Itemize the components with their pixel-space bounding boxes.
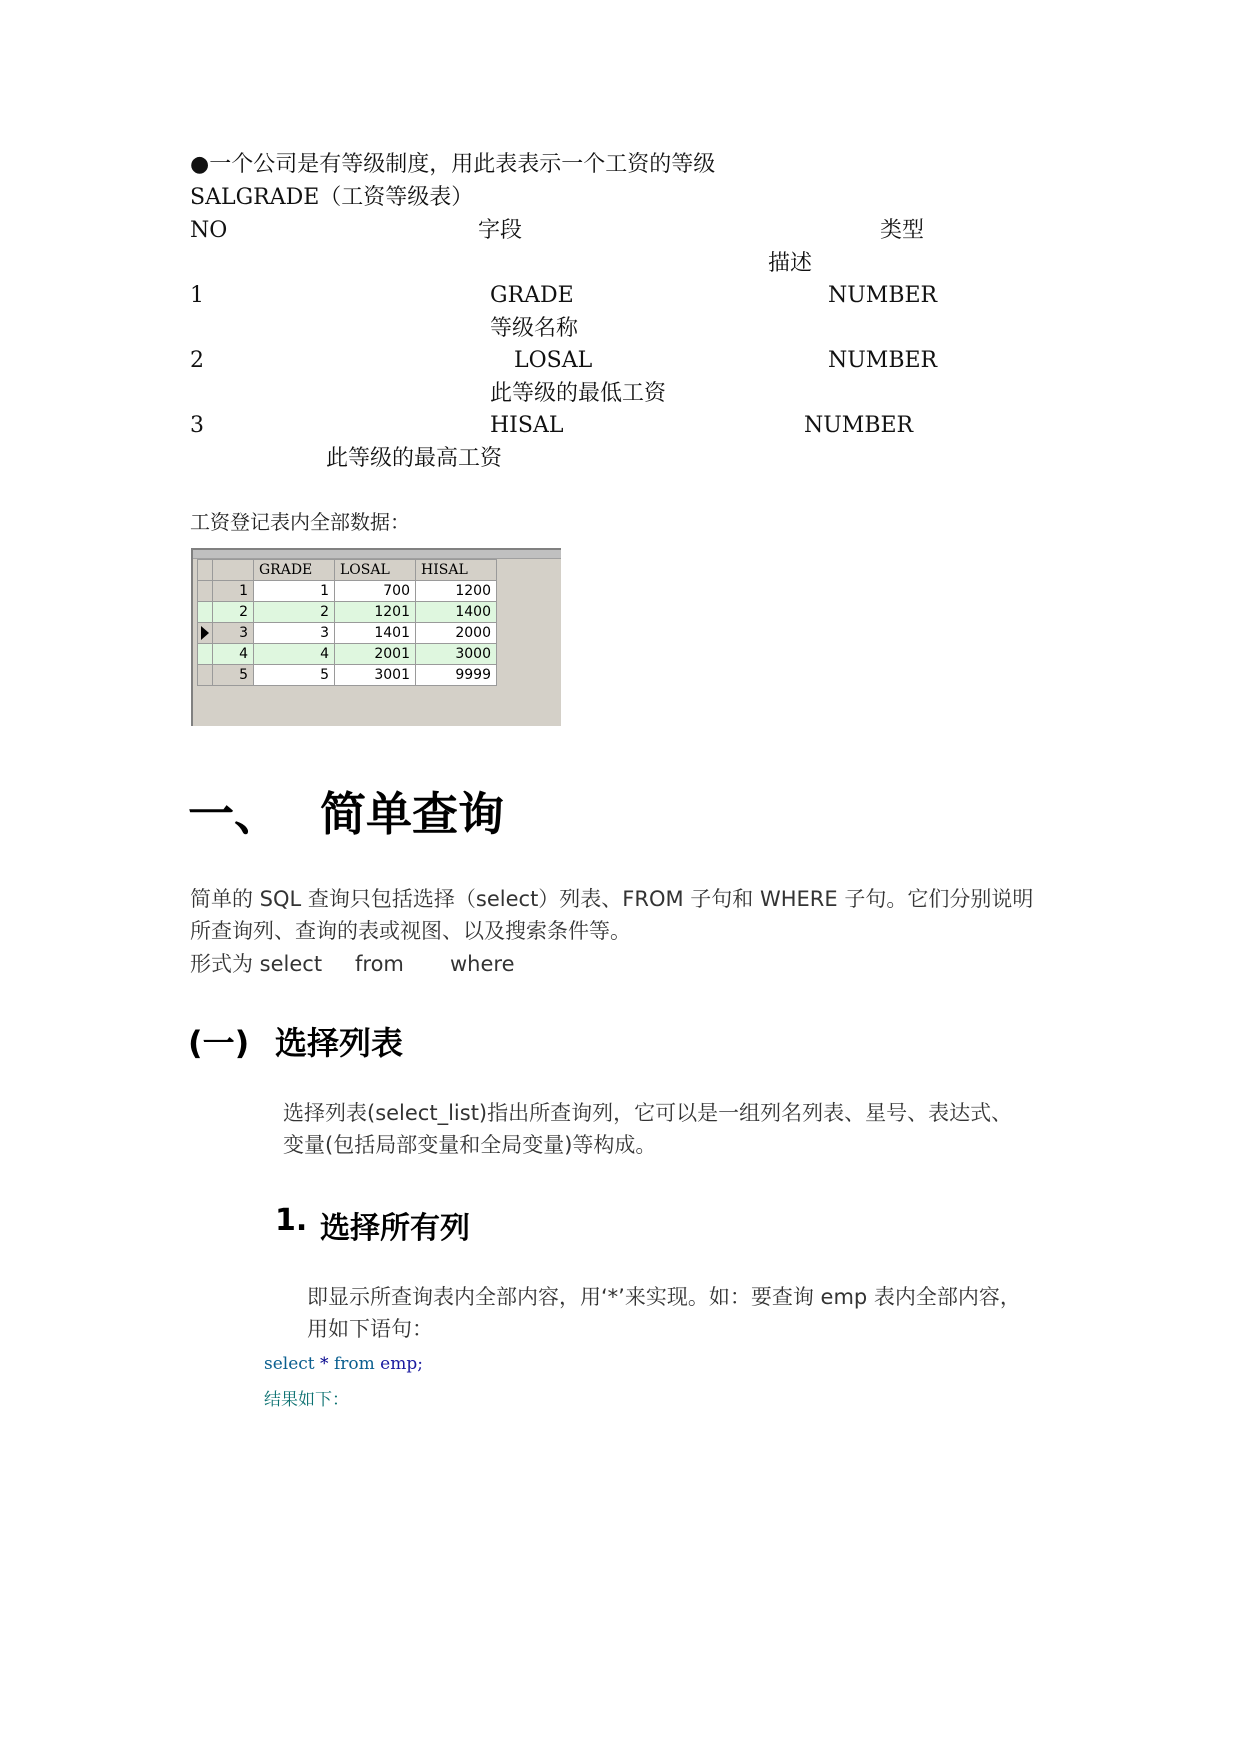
cell-hisal[interactable]: 9999 — [416, 665, 497, 686]
row-number: 2 — [213, 602, 254, 623]
cell-losal[interactable]: 3001 — [335, 665, 416, 686]
grid-col-hisal[interactable]: HISAL — [416, 560, 497, 581]
cell-grade[interactable]: 5 — [254, 665, 335, 686]
field-header-no: NO — [190, 218, 228, 243]
grid-col-losal[interactable]: LOSAL — [335, 560, 416, 581]
cell-grade[interactable]: 4 — [254, 644, 335, 665]
cell-losal[interactable]: 700 — [335, 581, 416, 602]
intro-line-2: SALGRADE（工资等级表） — [190, 185, 474, 210]
grid-row[interactable] — [198, 644, 497, 665]
field-row-2-field: LOSAL — [514, 348, 593, 373]
row-number: 3 — [213, 623, 254, 644]
code-star: * — [320, 1354, 329, 1374]
field-row-3-desc: 此等级的最高工资 — [326, 446, 503, 471]
intro-line-1: ●一个公司是有等级制度，用此表表示一个工资的等级 — [190, 152, 716, 177]
grid-empty-area — [193, 690, 561, 726]
cell-hisal[interactable]: 1400 — [416, 602, 497, 623]
cell-losal[interactable]: 1201 — [335, 602, 416, 623]
field-row-2-no: 2 — [190, 348, 204, 373]
row-number: 4 — [213, 644, 254, 665]
salgrade-grid-screenshot — [191, 548, 561, 726]
row-indicator — [198, 581, 213, 602]
cell-hisal[interactable]: 1200 — [416, 581, 497, 602]
field-row-1-field: GRADE — [490, 283, 574, 308]
result-caption: 结果如下： — [264, 1390, 349, 1410]
field-row-2-type: NUMBER — [828, 348, 938, 373]
section-1-title: 简单查询 — [320, 787, 504, 841]
row-number: 1 — [213, 581, 254, 602]
section-1-1-1-title: 选择所有列 — [320, 1211, 470, 1246]
row-indicator — [198, 602, 213, 623]
field-header-desc: 描述 — [768, 251, 813, 276]
grid-col-grade[interactable]: GRADE — [254, 560, 335, 581]
form-from: from — [355, 952, 404, 976]
field-header-type: 类型 — [880, 218, 925, 243]
current-row-arrow-icon — [201, 626, 209, 640]
salgrade-grid — [197, 559, 497, 686]
grid-row-current[interactable] — [198, 623, 497, 644]
form-where: where — [450, 952, 515, 976]
row-indicator — [198, 665, 213, 686]
code-keyword-from: from — [333, 1354, 375, 1374]
field-row-3-type: NUMBER — [804, 413, 914, 438]
section-1-para-2: 所查询列、查询的表或视图、以及搜索条件等。 — [190, 919, 631, 943]
field-row-2-desc: 此等级的最低工资 — [490, 381, 667, 406]
grid-row[interactable] — [198, 581, 497, 602]
form-prefix: 形式为 select — [190, 952, 323, 976]
section-1-para-1: 简单的 SQL 查询只包括选择（select）列表、FROM 子句和 WHERE 子句。它们分别说明 — [190, 887, 1034, 911]
code-table-name: emp; — [380, 1354, 423, 1374]
cell-grade[interactable]: 3 — [254, 623, 335, 644]
section-1-1-number: (一) — [188, 1024, 250, 1062]
section-1-1-1-para-1: 即显示所查询表内全部内容，用‘*’来实现。如：要查询 emp 表内全部内容， — [307, 1285, 1021, 1309]
section-1-1-1-number: 1. — [275, 1203, 308, 1238]
section-1-1-para-1: 选择列表(select_list)指出所查询列，它可以是一组列名列表、星号、表达式、 — [283, 1101, 1013, 1125]
row-indicator — [198, 623, 213, 644]
code-line — [264, 1354, 423, 1374]
field-row-3-no: 3 — [190, 413, 204, 438]
cell-grade[interactable]: 2 — [254, 602, 335, 623]
grid-row[interactable] — [198, 602, 497, 623]
cell-hisal[interactable]: 3000 — [416, 644, 497, 665]
grid-corner-indicator — [198, 560, 213, 581]
row-indicator — [198, 644, 213, 665]
code-keyword-select: select — [264, 1354, 315, 1374]
grid-topbar — [193, 550, 561, 559]
row-number: 5 — [213, 665, 254, 686]
field-row-1-type: NUMBER — [828, 283, 938, 308]
cell-losal[interactable]: 2001 — [335, 644, 416, 665]
field-row-1-desc: 等级名称 — [490, 316, 579, 341]
grid-header-row — [198, 560, 497, 581]
cell-grade[interactable]: 1 — [254, 581, 335, 602]
section-1-1-para-2: 变量(包括局部变量和全局变量)等构成。 — [283, 1133, 657, 1157]
grid-row[interactable] — [198, 665, 497, 686]
section-1-1-title: 选择列表 — [275, 1024, 404, 1062]
section-1-1-1-para-2: 用如下语句： — [307, 1317, 433, 1341]
field-header-field: 字段 — [478, 218, 523, 243]
data-caption: 工资登记表内全部数据： — [190, 510, 410, 534]
section-1-number: 一、 — [188, 787, 280, 841]
field-row-1-no: 1 — [190, 283, 204, 308]
field-row-3-field: HISAL — [490, 413, 564, 438]
cell-losal[interactable]: 1401 — [335, 623, 416, 644]
grid-corner — [213, 560, 254, 581]
cell-hisal[interactable]: 2000 — [416, 623, 497, 644]
